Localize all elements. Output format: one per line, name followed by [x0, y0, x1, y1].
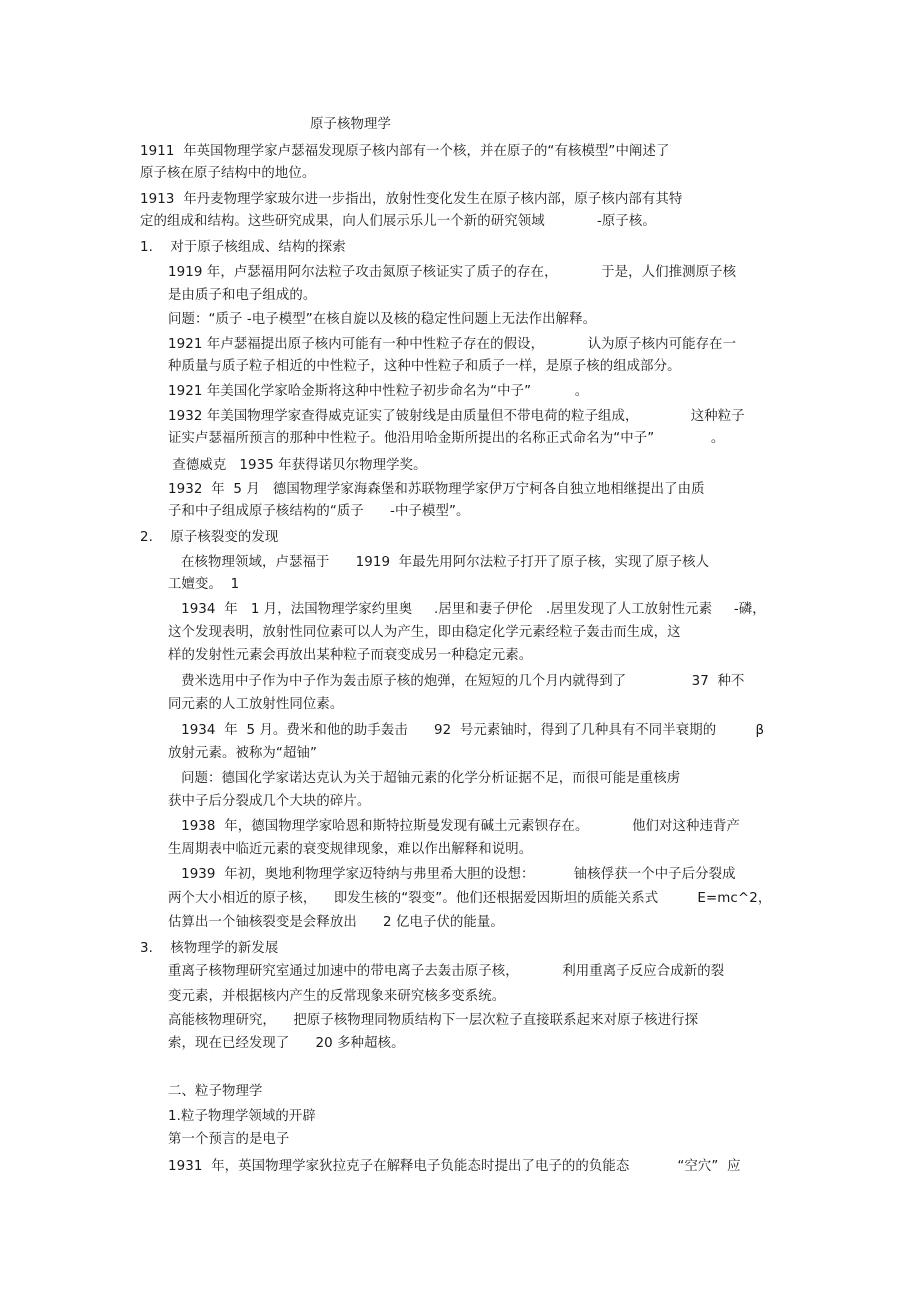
paragraph-line: 1938 年，德国物理学家哈恩和斯特拉斯曼发现有碱土元素钡存在。 他们对这种违背产 — [168, 819, 740, 834]
section-heading-2: 2. 原子核裂变的发现 — [140, 530, 279, 545]
paragraph-line: 1921 年卢瑟福提出原子核内可能有一种中性粒子存在的假设， 认为原子核内可能存在一 — [168, 337, 737, 352]
section-heading-1: 1. 对于原子核组成、结构的探索 — [140, 240, 346, 255]
paragraph-line: 1921 年美国化学家哈金斯将这种中性粒子初步命名为“中子” 。 — [168, 384, 589, 399]
page-title: 原子核物理学 — [310, 117, 391, 132]
paragraph-line: 1939 年初，奥地利物理学家迈特纳与弗里希大胆的设想： 铀核俘获一个中子后分裂成 — [168, 867, 736, 882]
paragraph-line: 费米选用中子作为中子作为轰击原子核的炮弹，在短短的几个月内就得到了 37 种不 — [168, 674, 745, 689]
chapter-heading: 二、粒子物理学 — [168, 1084, 263, 1099]
section-heading-3: 3. 核物理学的新发展 — [140, 941, 279, 956]
paragraph-line: 两个大小相近的原子核， 即发生核的“裂变”。他们还根据爱因斯坦的质能关系式 E=mc^2， — [168, 891, 772, 906]
paragraph-line: 原子核在原子结构中的地位。 — [140, 166, 316, 181]
paragraph-line: 查德威克 1935 年获得诺贝尔物理学奖。 — [168, 458, 427, 473]
paragraph-line: 获中子后分裂成几个大块的碎片。 — [168, 794, 371, 809]
paragraph-line: 索，现在已经发现了 20 多种超核。 — [168, 1036, 405, 1051]
paragraph-line: 子和中子组成原子核结构的“质子 -中子模型”。 — [168, 504, 470, 519]
paragraph-line: 样的发射性元素会再放出某种粒子而衰变成另一种稳定元素。 — [168, 648, 533, 663]
paragraph-line: 1932 年美国物理学家查得威克证实了铍射线是由质量但不带电荷的粒子组成， 这种粒子 — [168, 409, 745, 424]
paragraph-line: 生周期表中临近元素的衰变规律现象，难以作出解释和说明。 — [168, 842, 533, 857]
paragraph-line: 问题：德国化学家诺达克认为关于超铀元素的化学分析证据不足，而很可能是重核虏 — [168, 771, 681, 786]
paragraph-line: 重离子核物理研究室通过加速中的带电离子去轰击原子核， 利用重离子反应合成新的裂 — [168, 964, 725, 979]
paragraph-line: 1911 年英国物理学家卢瑟福发现原子核内部有一个核，并在原子的“有核模型”中阐述了 — [140, 144, 670, 159]
paragraph-line: 1932 年 5 月 德国物理学家海森堡和苏联物理学家伊万宁柯各自独立地相继提出了由质 — [168, 482, 705, 497]
paragraph-line: 是由质子和电子组成的。 — [168, 288, 317, 303]
paragraph-line: 1913 年丹麦物理学家玻尔进一步指出，放射性变化发生在原子核内部，原子核内部有其特 — [140, 192, 683, 207]
paragraph-line: 工嬗变。 1 — [168, 577, 240, 592]
paragraph-line: 同元素的人工放射性同位素。 — [168, 697, 344, 712]
paragraph-line: 放射元素。被称为“超铀” — [168, 746, 317, 761]
paragraph-line: 第一个预言的是电子 — [168, 1132, 290, 1147]
paragraph-line: 1934 年 1 月，法国物理学家约里奥 .居里和妻子伊伦 .居里发现了人工放射性元素 -磷， — [168, 602, 766, 617]
paragraph-line: 证实卢瑟福所预言的那种中性粒子。他沿用哈金斯所提出的名称正式命名为“中子” 。 — [168, 431, 725, 446]
paragraph-line: 在核物理领域，卢瑟福于 1919 年最先用阿尔法粒子打开了原子核，实现了原子核人 — [168, 555, 710, 570]
paragraph-line: 变元素，并根据核内产生的反常现象来研究核多变系统。 — [168, 989, 506, 1004]
paragraph-line: 高能核物理研究， 把原子核物理同物质结构下一层次粒子直接联系起来对原子核进行探 — [168, 1013, 699, 1028]
paragraph-line: 估算出一个铀核裂变是会释放出 2 亿电子伏的能量。 — [168, 915, 504, 930]
paragraph-line: 种质量与质子粒子相近的中性粒子，这种中性粒子和质子一样，是原子核的组成部分。 — [168, 359, 681, 374]
paragraph-line: 定的组成和结构。这些研究成果，向人们展示乐儿一个新的研究领域 -原子核。 — [140, 214, 656, 229]
subsection-heading: 1.粒子物理学领域的开辟 — [168, 1109, 316, 1124]
paragraph-line: 1934 年 5 月。费米和他的助手轰击 92 号元素铀时，得到了几种具有不同半衰期的 β — [168, 723, 765, 738]
paragraph-line: 问题：“质子 -电子模型”在核自旋以及核的稳定性问题上无法作出解释。 — [168, 312, 597, 327]
paragraph-line: 这个发现表明，放射性同位素可以人为产生，即由稳定化学元素经粒子轰击而生成，这 — [168, 625, 681, 640]
paragraph-line: 1919 年，卢瑟福用阿尔法粒子攻击氮原子核证实了质子的存在， 于是，人们推测原子核 — [168, 265, 737, 280]
paragraph-line: 1931 年，英国物理学家狄拉克子在解释电子负能态时提出了电子的的负能态 “空穴” 应 — [168, 1159, 741, 1174]
